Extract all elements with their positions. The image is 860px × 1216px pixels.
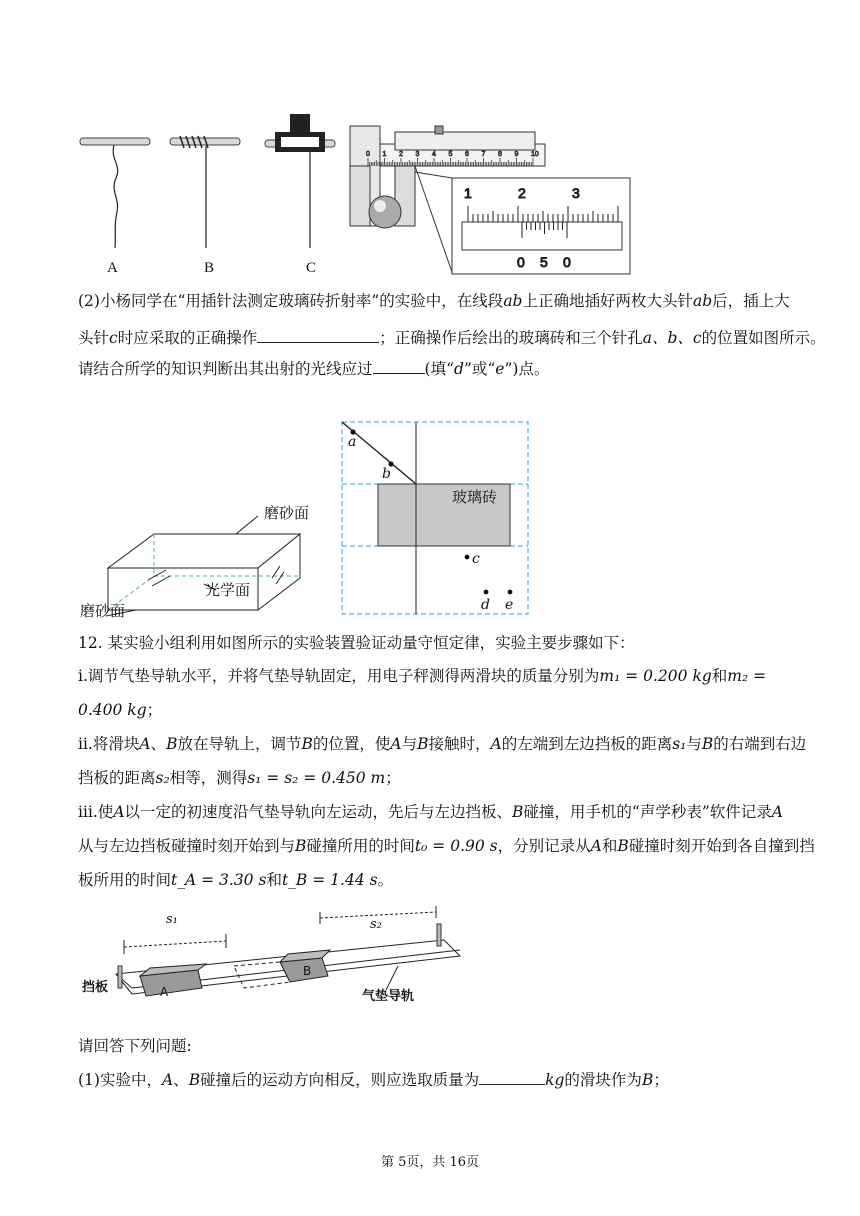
q12-step1-line2: 0.400 kg；	[78, 701, 163, 719]
q2-line3: 请结合所学的知识判断出其出射的光线应过 (填“d”或“e”)点。	[78, 360, 550, 378]
label-glass: 玻璃砖	[452, 488, 498, 506]
caliper-label: 10	[531, 151, 539, 158]
fig3-s1: s₁	[166, 912, 178, 927]
zoom-main-label: 1	[464, 185, 472, 201]
point-c: c	[472, 551, 480, 567]
q12-step2-line2: 挡板的距离s₂相等，测得s₁ = s₂ = 0.450 m；	[78, 769, 401, 787]
zoom-vernier-label: 0	[563, 254, 571, 270]
answer-blank-2[interactable]	[373, 373, 425, 374]
label-bottom-face: 磨砂面	[80, 602, 126, 620]
fig3-s2: s₂	[370, 917, 382, 932]
label-optical-face: 光学面	[205, 581, 251, 599]
point-e: e	[505, 597, 514, 613]
label-top-face: 磨砂面	[264, 504, 310, 522]
caliper-label: 7	[481, 151, 486, 158]
q12-step3-line1: ⅲ.使A以一定的初速度沿气垫导轨向左运动，先后与左边挡板、B碰撞，用手机的“声学秒表”软件记录A	[78, 803, 783, 821]
q12-step1-line1: ⅰ.调节气垫导轨水平，并将气垫导轨固定，用电子秤测得两滑块的质量分别为m₁ = 0.200 kg和m₂ =	[78, 667, 767, 685]
rod-b	[170, 136, 240, 248]
questions-prompt: 请回答下列问题:	[78, 1037, 192, 1055]
label-b: B	[204, 260, 215, 276]
caliper-label: 0	[366, 151, 370, 158]
q2-line2: 头针c时应采取的正确操作 ；正确操作后绘出的玻璃砖和三个针孔a、b、c的位置如图所示。	[78, 329, 826, 347]
q12-heading: 12. 某实验小组利用如图所示的实验装置验证动量守恒定律，实验主要步骤如下：	[78, 634, 635, 652]
fig3-stop: 挡板	[82, 980, 109, 995]
answer-blank-1[interactable]	[257, 342, 379, 343]
fig3-block-b: B	[303, 964, 312, 978]
caliper-label: 9	[514, 151, 519, 158]
zoom-inset	[415, 166, 630, 274]
label-c: C	[306, 260, 317, 276]
caliper-label: 2	[399, 151, 403, 158]
fig3-block-a: A	[160, 985, 169, 999]
caliper-label: 1	[382, 151, 387, 158]
caliper-label: 5	[448, 151, 453, 158]
answer-blank-3[interactable]	[479, 1084, 545, 1085]
point-a: a	[348, 434, 357, 450]
caliper-label: 6	[465, 151, 469, 158]
figure-measurement-tools	[70, 100, 640, 280]
point-d: d	[481, 597, 490, 613]
q12-step3-line2: 从与左边挡板碰撞时刻开始到与B碰撞所用的时间t₀ = 0.90 s，分别记录从A和B碰撞时刻开始到各自撞到挡	[78, 837, 815, 855]
q2-line1: (2)小杨同学在“用插针法测定玻璃砖折射率”的实验中，在线段ab上正确地插好两枚大头针ab后，插上大	[78, 292, 790, 310]
figure-refraction-diagram	[338, 418, 534, 618]
fig3-rail: 气垫导轨	[362, 989, 415, 1004]
label-a: A	[107, 260, 118, 276]
rod-a	[80, 138, 150, 248]
caliper-label: 4	[432, 151, 436, 158]
caliper-label: 3	[415, 151, 420, 158]
zoom-vernier-label: 0	[517, 254, 525, 270]
zoom-vernier-label: 5	[540, 254, 548, 270]
q12-part1: (1)实验中，A、B碰撞后的运动方向相反，则应选取质量为 kg的滑块作为B；	[78, 1071, 669, 1089]
caliper-label: 8	[498, 151, 502, 158]
rod-c	[265, 114, 335, 248]
page-footer: 第 5页，共 16页	[380, 1155, 480, 1170]
zoom-main-label: 2	[518, 185, 526, 201]
q12-step3-line3: 板所用的时间t_A = 3.30 s和t_B = 1.44 s。	[78, 871, 394, 889]
point-b: b	[382, 466, 391, 482]
q12-step2-line1: ⅱ.将滑块A、B放在导轨上，调节B的位置，使A与B接触时，A的左端到左边挡板的距离s₁与B的右端到右边	[78, 735, 807, 753]
zoom-main-label: 3	[572, 185, 580, 201]
